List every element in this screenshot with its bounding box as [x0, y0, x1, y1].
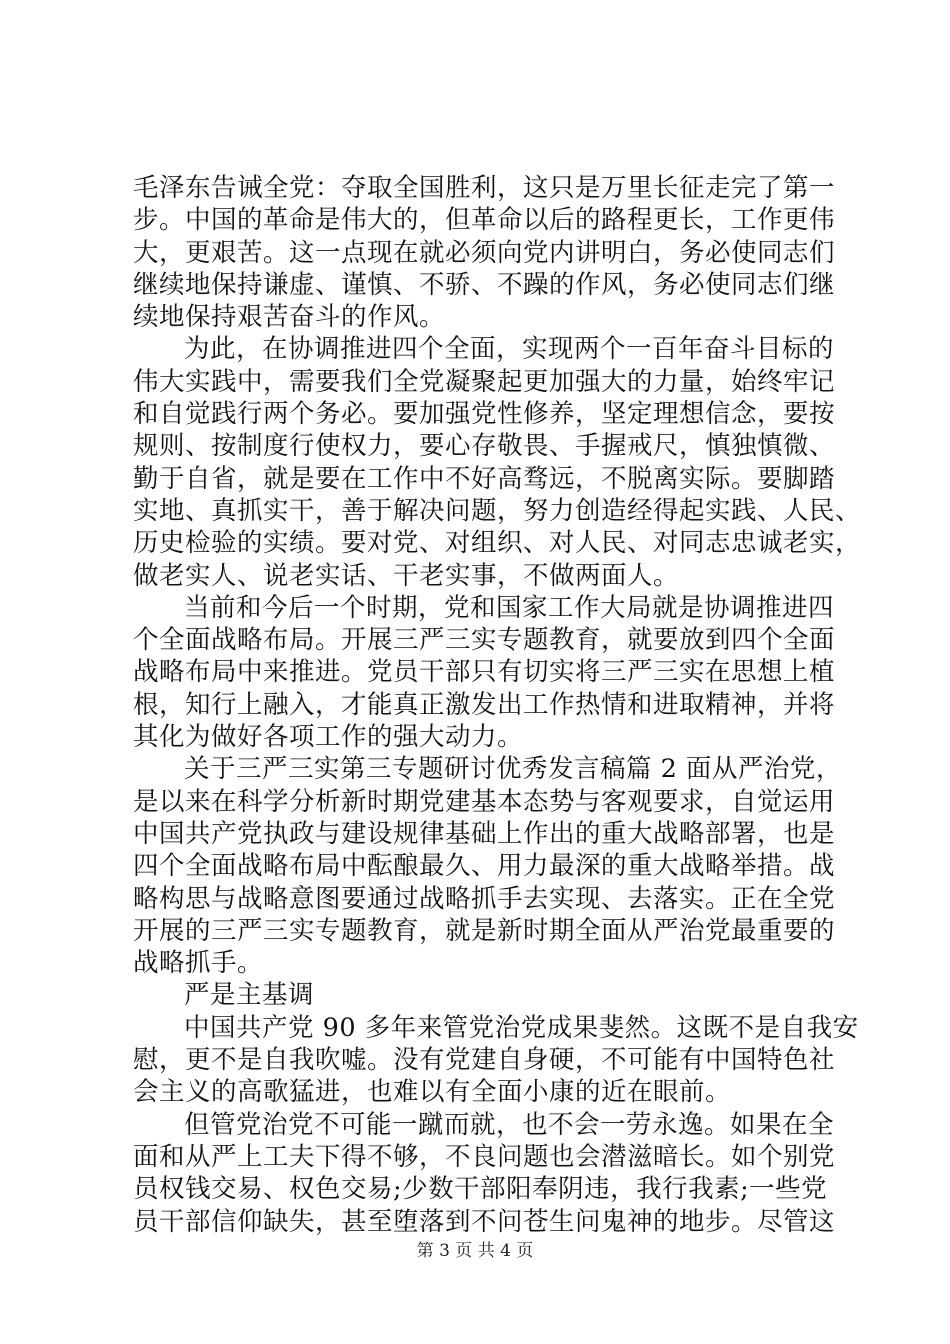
text-line: 为此，在协调推进四个全面，实现两个一百年奋斗目标的 — [184, 334, 835, 365]
text-line: 根，知行上融入，才能真正激发出工作热情和进取精神，并将 — [133, 689, 836, 720]
text-line: 战略布局中来推进。党员干部只有切实将三严三实在思想上植 — [133, 657, 836, 688]
text-line: 当前和今后一个时期，党和国家工作大局就是协调推进四 — [184, 592, 835, 623]
text-line: 慰，更不是自我吹嘘。没有党建自身硬，不可能有中国特色社 — [133, 1045, 836, 1076]
text-line: 个全面战略布局。开展三严三实专题教育，就要放到四个全面 — [133, 625, 836, 656]
text-line: 毛泽东告诫全党：夺取全国胜利，这只是万里长征走完了第一 — [133, 173, 836, 203]
text-line: 员干部信仰缺失，甚至堕落到不问苍生问鬼神的地步。尽管这 — [133, 1206, 836, 1237]
text-line: 勤于自省，就是要在工作中不好高骛远，不脱离实际。要脚踏 — [133, 463, 836, 494]
text-line: 严是主基调 — [184, 980, 315, 1011]
page-number-footer: 第 3 页 共 4 页 — [416, 1241, 534, 1261]
text-line: 历史检验的实绩。要对党、对组织、对人民、对同志忠诚老实， — [133, 528, 862, 559]
text-line: 是以来在科学分析新时期党建基本态势与客观要求，自觉运用 — [133, 786, 836, 817]
text-line: 开展的三严三实专题教育，就是新时期全面从严治党最重要的 — [133, 915, 836, 946]
text-line: 规则、按制度行使权力，要心存敬畏、手握戒尺，慎独慎微、 — [133, 431, 836, 462]
text-line: 但管党治党不可能一蹴而就，也不会一劳永逸。如果在全 — [184, 1109, 835, 1140]
text-line: 四个全面战略布局中酝酿最久、用力最深的重大战略举措。战 — [133, 851, 836, 882]
text-line: 做老实人、说老实话、干老实事，不做两面人。 — [133, 560, 680, 591]
text-line: 继续地保持谦虚、谨慎、不骄、不躁的作风，务必使同志们继 — [133, 269, 836, 300]
text-line: 续地保持艰苦奋斗的作风。 — [133, 302, 446, 333]
text-line: 面和从严上工夫下得不够，不良问题也会潜滋暗长。如个别党 — [133, 1141, 836, 1172]
text-line: 员权钱交易、权色交易;少数干部阳奉阴违，我行我素;一些党 — [133, 1174, 828, 1205]
text-line: 其化为做好各项工作的强大动力。 — [133, 722, 524, 753]
text-line: 略构思与战略意图要通过战略抓手去实现、去落实。正在全党 — [133, 883, 836, 914]
text-line: 伟大实践中，需要我们全党凝聚起更加强大的力量，始终牢记 — [133, 366, 836, 397]
text-line: 中国共产党 90 多年来管党治党成果斐然。这既不是自我安 — [184, 1012, 859, 1043]
text-line: 关于三严三实第三专题研讨优秀发言稿篇 2 面从严治党， — [184, 754, 842, 785]
text-line: 战略抓手。 — [133, 948, 264, 979]
text-line: 和自觉践行两个务必。要加强党性修养，坚定理想信念，要按 — [133, 399, 836, 430]
text-line: 中国共产党执政与建设规律基础上作出的重大战略部署，也是 — [133, 818, 836, 849]
text-line: 会主义的高歌猛进，也难以有全面小康的近在眼前。 — [133, 1077, 732, 1108]
text-line: 步。中国的革命是伟大的，但革命以后的路程更长，工作更伟 — [133, 205, 836, 236]
text-line: 实地、真抓实干，善于解决问题，努力创造经得起实践、人民、 — [133, 495, 862, 526]
document-body — [133, 172, 862, 1238]
text-line: 大，更艰苦。这一点现在就必须向党内讲明白，务必使同志们 — [133, 237, 836, 268]
